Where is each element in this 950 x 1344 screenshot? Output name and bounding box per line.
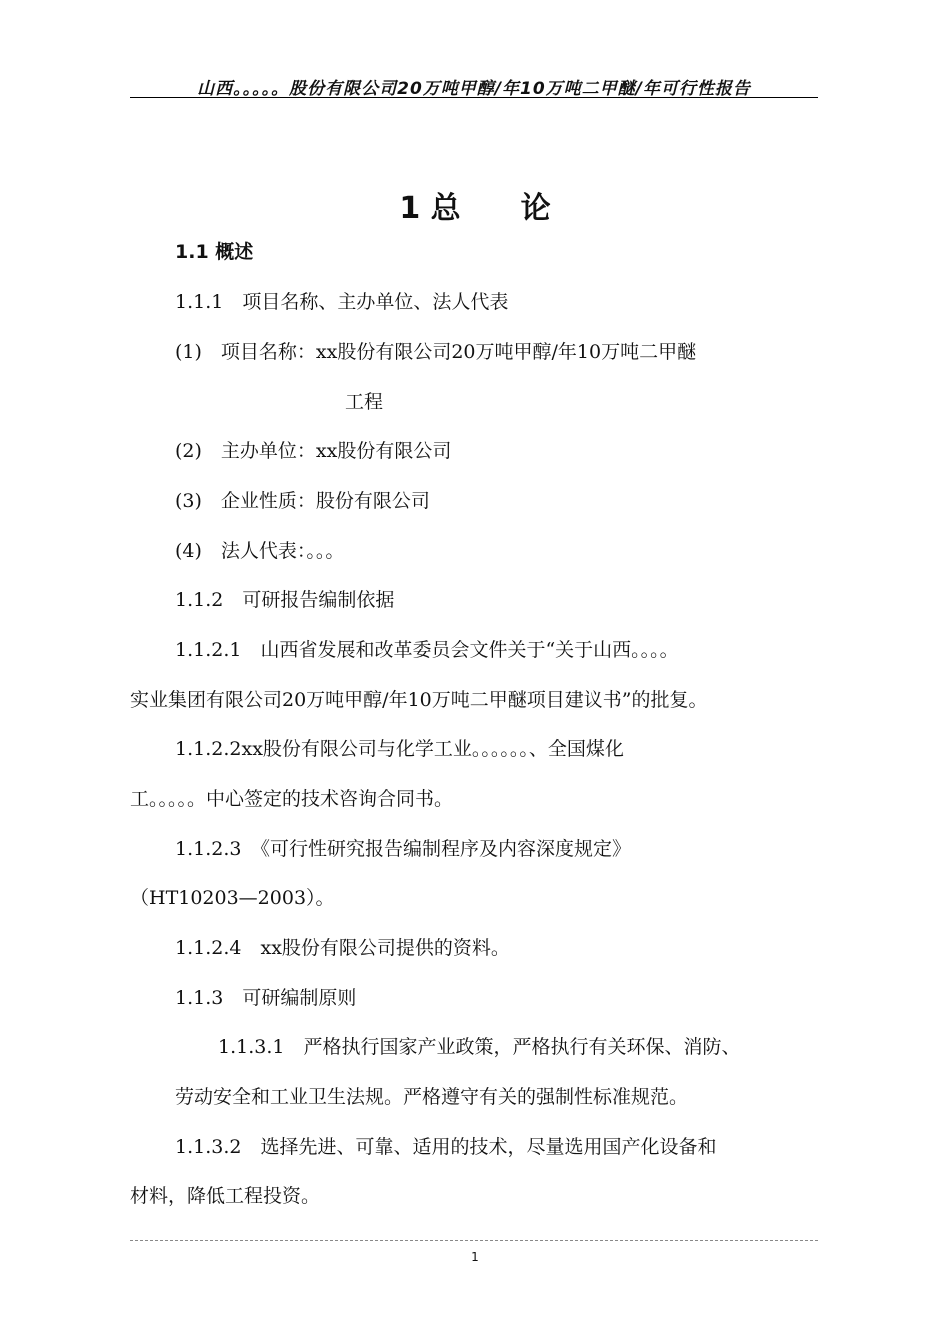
basis-3-line-1: 1.1.2.3 《可行性研究报告编制程序及内容深度规定》 bbox=[175, 838, 631, 860]
principle-2-line-1: 1.1.3.2 选择先进、可靠、适用的技术，尽量选用国产化设备和 bbox=[175, 1136, 717, 1158]
item-2: (2) 主办单位：xx股份有限公司 bbox=[175, 440, 452, 462]
principle-1-line-2: 劳动安全和工业卫生法规。严格遵守有关的强制性标准规范。 bbox=[175, 1086, 689, 1108]
item-4: (4) 法人代表：。。。 bbox=[175, 540, 345, 562]
running-header: 山西。。。。。股份有限公司20万吨甲醇/年10万吨二甲醚/年可行性报告 bbox=[197, 79, 751, 99]
section-1-1-heading: 1.1 概述 bbox=[175, 241, 254, 263]
item-1-line-2: 工程 bbox=[345, 391, 384, 413]
page-number: 1 bbox=[471, 1250, 479, 1264]
basis-3-line-2: （HT10203—2003）。 bbox=[130, 887, 335, 909]
basis-2-line-2: 工。。。。。中心签定的技术咨询合同书。 bbox=[130, 788, 454, 810]
section-1-1-3-heading: 1.1.3 可研编制原则 bbox=[175, 987, 357, 1009]
item-1-line-1: (1) 项目名称：xx股份有限公司20万吨甲醇/年10万吨二甲醚 bbox=[175, 341, 697, 363]
basis-2-line-1: 1.1.2.2xx股份有限公司与化学工业。。。。。。、全国煤化 bbox=[175, 738, 624, 760]
basis-1-line-2: 实业集团有限公司20万吨甲醇/年10万吨二甲醚项目建议书”的批复。 bbox=[130, 689, 708, 711]
section-1-1-2-heading: 1.1.2 可研报告编制依据 bbox=[175, 589, 395, 611]
chapter-word-2: 论 bbox=[520, 191, 551, 226]
chapter-word-1: 总 bbox=[430, 191, 461, 226]
principle-1-line-1: 1.1.3.1 严格执行国家产业政策，严格执行有关环保、消防、 bbox=[218, 1036, 741, 1058]
chapter-number: 1 bbox=[399, 191, 421, 226]
principle-2-line-2: 材料，降低工程投资。 bbox=[130, 1185, 321, 1207]
basis-4: 1.1.2.4 xx股份有限公司提供的资料。 bbox=[175, 937, 510, 959]
chapter-title bbox=[0, 183, 950, 227]
footer-rule bbox=[130, 1240, 818, 1241]
section-1-1-1-heading: 1.1.1 项目名称、主办单位、法人代表 bbox=[175, 291, 509, 313]
header-rule bbox=[130, 97, 818, 98]
item-3: (3) 企业性质：股份有限公司 bbox=[175, 490, 430, 512]
basis-1-line-1: 1.1.2.1 山西省发展和改革委员会文件关于“关于山西。。。。 bbox=[175, 639, 679, 661]
